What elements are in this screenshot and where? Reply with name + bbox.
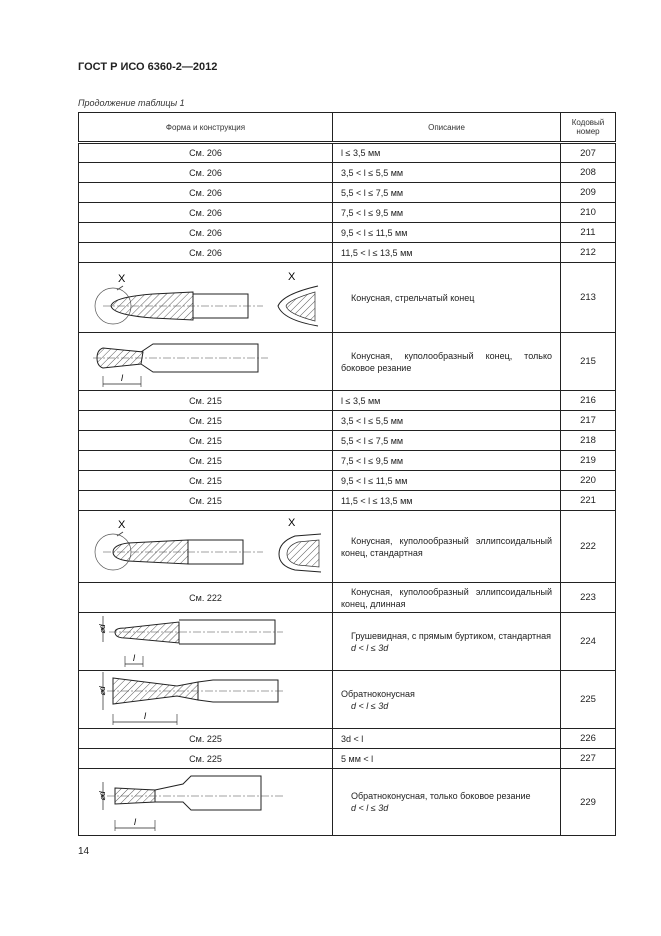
- form-cell: [79, 243, 333, 263]
- form-cell: [79, 431, 333, 451]
- table-row: [79, 203, 616, 223]
- form-reference: См. 225: [189, 733, 222, 744]
- table-row: [79, 223, 616, 243]
- form-cell: [79, 769, 333, 836]
- svg-text:l: l: [144, 710, 146, 721]
- description-cell: [333, 243, 561, 263]
- form-reference: См. 225: [189, 753, 222, 764]
- code-cell: 217: [561, 411, 616, 431]
- description-condition: d < l ≤ 3d: [351, 642, 389, 653]
- description-cell: [333, 749, 561, 769]
- code-cell: 213: [561, 263, 616, 333]
- description-cell: [333, 203, 561, 223]
- table-row: [79, 163, 616, 183]
- code-cell: 224: [561, 613, 616, 671]
- form-cell: [79, 333, 333, 391]
- description-cell: [333, 183, 561, 203]
- table-row: [79, 749, 616, 769]
- svg-text:X: X: [288, 516, 296, 529]
- description-text: 3,5 < l ≤ 5,5 мм: [341, 167, 404, 178]
- form-cell: [79, 583, 333, 613]
- description-text: Конусная, куполообразный конец, только боковое резание: [341, 350, 552, 373]
- form-cell: [79, 491, 333, 511]
- tool-shapes-table: [78, 112, 616, 836]
- description-text: Грушевидная, с прямым буртиком, стандартная: [351, 630, 551, 641]
- form-reference: См. 215: [189, 435, 222, 446]
- description-text: 5 мм < l: [341, 753, 374, 764]
- description-condition: d < l ≤ 3d: [351, 803, 389, 813]
- description-text: Обратноконусная, только боковое резание: [351, 791, 531, 801]
- table-row: [79, 391, 616, 411]
- code-cell: 212: [561, 243, 616, 263]
- form-cell: [79, 671, 333, 729]
- description-text: Конусная, стрельчатый конец: [351, 292, 475, 303]
- column-header-form: Форма и конструкция: [79, 113, 333, 143]
- description-text: 5,5 < l ≤ 7,5 мм: [341, 187, 404, 198]
- description-cell: [333, 451, 561, 471]
- description-cell: [333, 491, 561, 511]
- description-text: 11,5 < l ≤ 13,5 мм: [341, 495, 413, 506]
- form-cell: [79, 749, 333, 769]
- code-cell: 223: [561, 583, 616, 613]
- form-cell: [79, 183, 333, 203]
- form-cell: [79, 143, 333, 163]
- form-cell: [79, 613, 333, 671]
- description-cell: [333, 583, 561, 613]
- code-cell: 225: [561, 671, 616, 729]
- form-reference: См. 206: [189, 247, 222, 258]
- description-cell: [333, 391, 561, 411]
- form-cell: [79, 391, 333, 411]
- form-reference: См. 206: [189, 207, 222, 218]
- svg-text:⌀d: ⌀d: [98, 791, 107, 801]
- description-cell: [333, 729, 561, 749]
- description-cell: [333, 511, 561, 583]
- form-reference: См. 215: [189, 475, 222, 486]
- code-cell: 221: [561, 491, 616, 511]
- svg-text:⌀d: ⌀d: [98, 623, 107, 634]
- table-row: [79, 183, 616, 203]
- table-row: [79, 583, 616, 613]
- drawing-conical-dome-side-cut: [83, 334, 333, 390]
- form-cell: [79, 263, 333, 333]
- table-header: [79, 113, 616, 143]
- code-cell: 211: [561, 223, 616, 243]
- description-text: 9,5 < l ≤ 11,5 мм: [341, 227, 408, 238]
- document-title: ГОСТ Р ИСО 6360-2—2012: [78, 61, 218, 73]
- svg-text:⌀d: ⌀d: [98, 685, 107, 696]
- description-cell: [333, 163, 561, 183]
- svg-text:l: l: [133, 652, 135, 663]
- description-text: 7,5 < l ≤ 9,5 мм: [341, 207, 404, 218]
- code-cell: 218: [561, 431, 616, 451]
- description-cell: [333, 431, 561, 451]
- column-header-code: Кодовый номер: [561, 113, 616, 143]
- description-text: l ≤ 3,5 мм: [341, 395, 381, 406]
- description-text: 3d < l: [341, 733, 364, 744]
- table-row: [79, 491, 616, 511]
- table-row: [79, 613, 616, 671]
- svg-text:l: l: [121, 372, 123, 383]
- description-cell: [333, 471, 561, 491]
- code-cell: 208: [561, 163, 616, 183]
- form-reference: См. 215: [189, 415, 222, 426]
- form-reference: См. 222: [189, 592, 222, 603]
- table-row: [79, 431, 616, 451]
- code-cell: 210: [561, 203, 616, 223]
- table-row: [79, 451, 616, 471]
- table-row: [79, 143, 616, 163]
- code-cell: 222: [561, 511, 616, 583]
- description-text: Конусная, куполообразный эллипсоидальный конец, длинная: [341, 586, 552, 609]
- form-reference: См. 206: [189, 167, 222, 178]
- form-cell: [79, 203, 333, 223]
- description-cell: [333, 333, 561, 391]
- description-cell: [333, 411, 561, 431]
- description-text: Обратноконусная: [341, 688, 415, 699]
- table-row: [79, 671, 616, 729]
- description-text: 11,5 < l ≤ 13,5 мм: [341, 247, 413, 258]
- column-header-description: Описание: [333, 113, 561, 143]
- table-row: [79, 511, 616, 583]
- form-cell: [79, 223, 333, 243]
- table-row: [79, 729, 616, 749]
- svg-text:l: l: [134, 817, 136, 827]
- code-cell: 216: [561, 391, 616, 411]
- code-cell: 229: [561, 769, 616, 836]
- drawing-inverted-cone-side-cut: [83, 770, 333, 834]
- description-text: 3,5 < l ≤ 5,5 мм: [341, 415, 404, 426]
- form-cell: [79, 471, 333, 491]
- code-cell: 227: [561, 749, 616, 769]
- table-row: [79, 411, 616, 431]
- table-row: [79, 471, 616, 491]
- svg-text:X: X: [118, 518, 126, 531]
- form-cell: [79, 163, 333, 183]
- form-cell: [79, 511, 333, 583]
- description-cell: [333, 671, 561, 729]
- description-text: 9,5 < l ≤ 11,5 мм: [341, 475, 408, 486]
- drawing-conical-pointed-end: [83, 264, 333, 332]
- description-cell: [333, 613, 561, 671]
- code-cell: 220: [561, 471, 616, 491]
- form-cell: [79, 729, 333, 749]
- code-cell: 209: [561, 183, 616, 203]
- code-cell: 226: [561, 729, 616, 749]
- description-cell: [333, 223, 561, 243]
- code-cell: 219: [561, 451, 616, 471]
- form-reference: См. 206: [189, 148, 222, 158]
- drawing-pear-shaped: [83, 614, 333, 670]
- page-number: 14: [78, 846, 90, 857]
- form-cell: [79, 451, 333, 471]
- code-cell: 207: [561, 143, 616, 163]
- form-cell: [79, 411, 333, 431]
- form-reference: См. 206: [189, 227, 222, 238]
- description-cell: [333, 143, 561, 163]
- svg-text:X: X: [118, 272, 126, 285]
- svg-text:X: X: [288, 270, 296, 283]
- drawing-conical-ellipsoidal-end: [83, 512, 333, 582]
- description-cell: [333, 769, 561, 836]
- table-row: [79, 333, 616, 391]
- drawing-inverted-cone: [83, 672, 333, 728]
- form-reference: См. 206: [189, 187, 222, 198]
- form-reference: См. 215: [189, 455, 222, 466]
- table-row: [79, 769, 616, 836]
- description-text: l ≤ 3,5 мм: [341, 148, 381, 158]
- form-reference: См. 215: [189, 395, 222, 406]
- table-row: [79, 243, 616, 263]
- description-text: 7,5 < l ≤ 9,5 мм: [341, 455, 404, 466]
- description-text: Конусная, куполообразный эллипсоидальный конец, стандартная: [341, 535, 552, 558]
- form-reference: См. 215: [189, 495, 222, 506]
- code-cell: 215: [561, 333, 616, 391]
- description-condition: d < l ≤ 3d: [351, 700, 389, 711]
- description-cell: [333, 263, 561, 333]
- description-text: 5,5 < l ≤ 7,5 мм: [341, 435, 404, 446]
- table-row: [79, 263, 616, 333]
- table-caption: Продолжение таблицы 1: [78, 98, 185, 108]
